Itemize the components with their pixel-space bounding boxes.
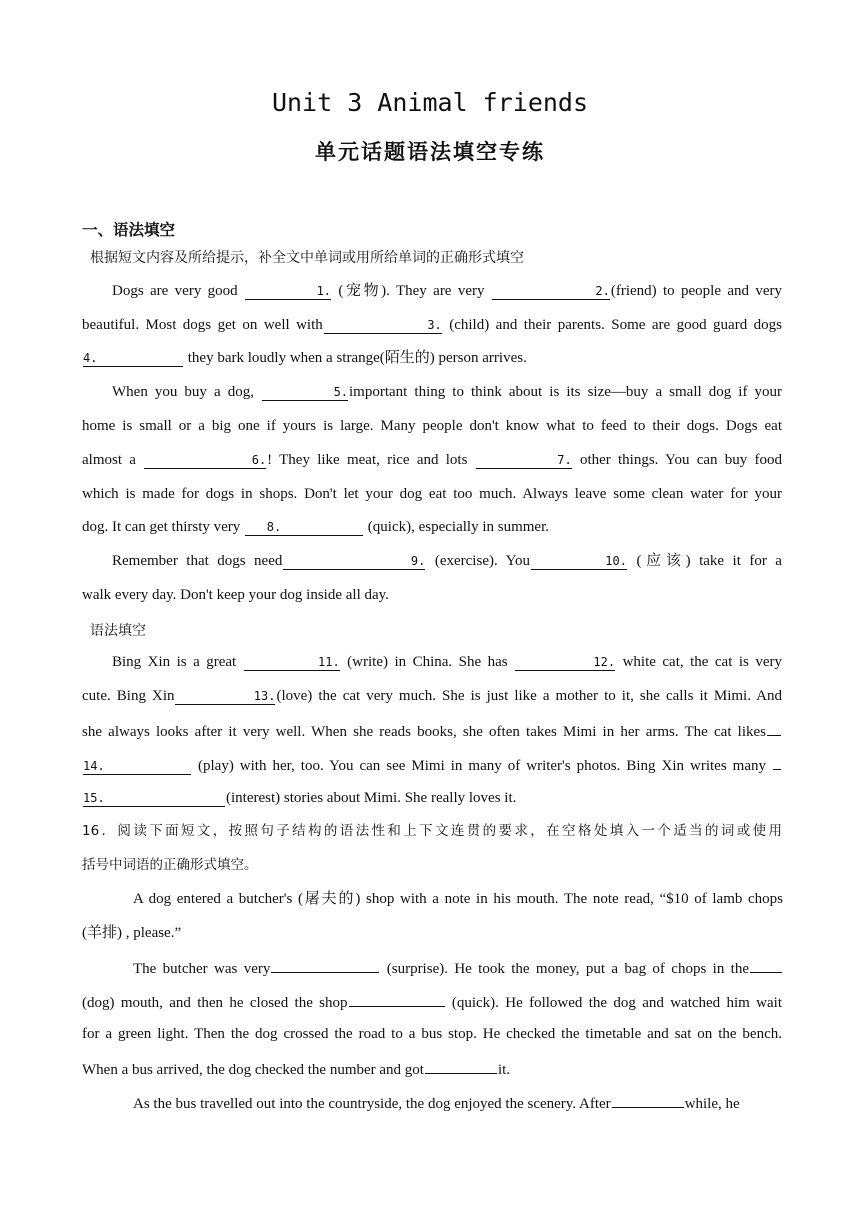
section-heading: 一、语法填空 [82, 221, 176, 239]
text-line: A dog entered a butcher's (屠夫的) shop with a note in his mouth. The note read, “$10 of lamb chops [133, 891, 783, 907]
blank-15-start [773, 753, 781, 770]
text-line: walk every day. Don't keep your dog inside all day. [82, 587, 389, 603]
text-line: home is small or a big one if yours is large. Many people don't know what to feed to their dogs. Dogs eat [82, 418, 782, 434]
text-line: (羊排) , please.” [82, 925, 182, 941]
text-line: (dog) mouth, and then he closed the shop (quick). He followed the dog and watched him wait [82, 990, 782, 1012]
blank-14[interactable]: 14. [83, 758, 191, 775]
text-line: which is made for dogs in shops. Don't let your dog eat too much. Always leave some clean water for your [82, 486, 782, 502]
blank-16-3[interactable] [349, 990, 445, 1007]
text-line: cute. Bing Xin 13.(love) the cat very much. She is just like a mother to it, she calls it Mimi. And [82, 688, 782, 704]
page-subtitle: 单元话题语法填空专练 [315, 140, 545, 164]
instruction-text: 根据短文内容及所给提示，补全文中单词或用所给单词的正确形式填空 [90, 250, 524, 266]
text-line: When a bus arrived, the dog checked the number and got it. [82, 1057, 782, 1079]
section-label: 语法填空 [90, 623, 146, 639]
text-line: almost a 6.! They like meat, rice and lots 7. other things. You can buy food [82, 452, 783, 468]
text-line: 15. (interest) stories about Mimi. She really loves it. [83, 790, 517, 806]
page-title: Unit 3 Animal friends [271, 88, 589, 117]
blank-1[interactable]: 1. [245, 283, 331, 300]
blank-10[interactable]: 10. [531, 553, 627, 570]
text-line: for a green light. Then the dog crossed the road to a bus stop. He checked the timetable and sat on the bench. [82, 1026, 782, 1042]
blank-9[interactable]: 9. [283, 553, 425, 570]
blank-16-1[interactable] [271, 956, 379, 973]
text-line: Dogs are very good 1. (宠物). They are very 2.(friend) to people and very [112, 283, 782, 299]
blank-7[interactable]: 7. [476, 452, 572, 469]
text-line: Remember that dogs need 9. (exercise). You 10. (应该) take it for a [112, 553, 782, 569]
blank-16-4[interactable] [425, 1057, 497, 1074]
blank-5[interactable]: 5. [262, 384, 348, 401]
text-line: When you buy a dog, 5.important thing to think about is its size—buy a small dog if your [112, 384, 782, 400]
text-line: As the bus travelled out into the countryside, the dog enjoyed the scenery. After while, he [133, 1091, 783, 1113]
blank-11[interactable]: 11. [244, 654, 340, 671]
blank-4[interactable]: 4. [83, 350, 183, 367]
text-line: The butcher was very (surprise). He took the money, put a bag of chops in the [133, 956, 783, 978]
text-line: 14. (play) with her, too. You can see Mimi in many of writer's photos. Bing Xin writes many [82, 753, 782, 775]
blank-2[interactable]: 2. [492, 283, 610, 300]
text-line: Bing Xin is a great 11. (write) in China. She has 12. white cat, the cat is very [112, 654, 782, 670]
question-16-text: 16．阅读下面短文，按照句子结构的语法性和上下文连贯的要求，在空格处填入一个适当的词或使用 [82, 823, 782, 839]
text-line: she always looks after it very well. When she reads books, she often takes Mimi in her arms. The cat likes [82, 719, 782, 741]
blank-8[interactable]: 8. [245, 519, 363, 536]
blank-16-2[interactable] [750, 956, 782, 973]
blank-16-5[interactable] [612, 1091, 684, 1108]
blank-14-start [767, 719, 781, 736]
blank-12[interactable]: 12. [515, 654, 615, 671]
blank-6[interactable]: 6. [144, 452, 266, 469]
text-line: 4. they bark loudly when a strange(陌生的) person arrives. [83, 350, 527, 366]
blank-3[interactable]: 3. [324, 317, 442, 334]
text-line: dog. It can get thirsty very 8. (quick), especially in summer. [82, 519, 549, 535]
question-16-text: 括号中词语的正确形式填空。 [82, 857, 258, 873]
blank-15[interactable]: 15. [83, 790, 225, 807]
text-line: beautiful. Most dogs get on well with 3. (child) and their parents. Some are good guard dogs [82, 317, 783, 333]
blank-13[interactable]: 13. [175, 688, 275, 705]
